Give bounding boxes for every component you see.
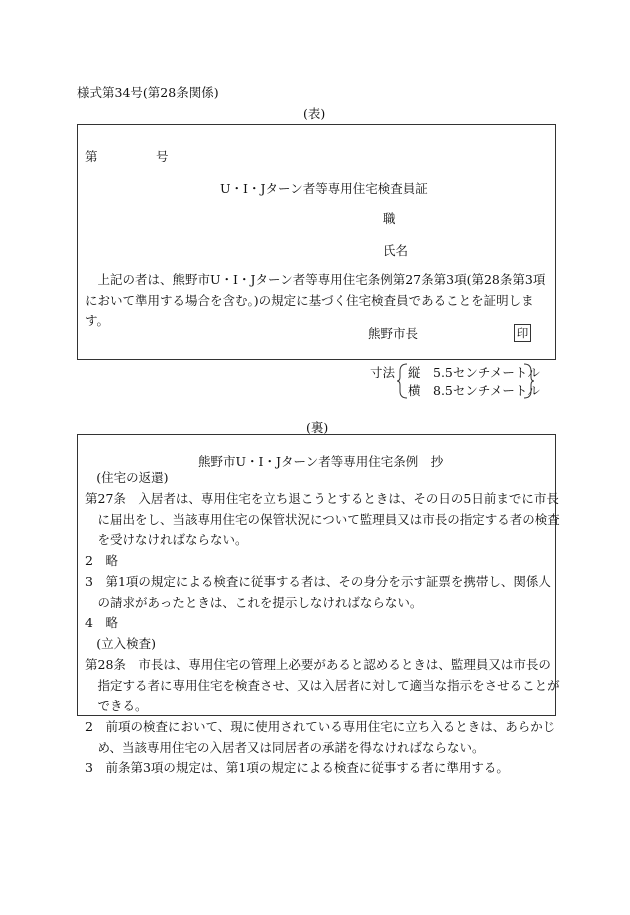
card-title: U・I・Jターン者等専用住宅検査員証 bbox=[220, 181, 428, 196]
article-28-item-3: 3 前条第3項の規定は、第1項の規定による検査に従事する者に準用する。 bbox=[85, 760, 509, 775]
seal-mark: 印 bbox=[514, 324, 531, 342]
certification-statement: 上記の者は、熊野市U・I・Jターン者等専用住宅条例第27条第3項(第28条第3項において準用する場合を含む。)の規定に基づく住宅検査員であることを証明します。 bbox=[85, 272, 546, 328]
article-28-item-2: 2 前項の検査において、現に使用されている専用住宅に立ち入るときは、あらかじめ、当該専用住宅の入居者又は同居者の承諾を得なければならない。 bbox=[85, 719, 556, 755]
ordinance-title: 熊野市U・I・Jターン者等専用住宅条例 抄 bbox=[198, 454, 444, 469]
article-27-paragraph: 第27条 入居者は、専用住宅を立ち退こうとするときは、その日の5日前までに市長に届出をし、当該専用住宅の保管状況について監理員又は市長の指定する者の検査を受けなければならない。 bbox=[85, 491, 560, 547]
position-label: 職 bbox=[383, 211, 396, 226]
article-27-item-3: 3 第1項の規定による検査に従事する者は、その身分を示す証票を携帯し、関係人の請求があったときは、これを提示しなければならない。 bbox=[85, 574, 551, 610]
section-caption: (住宅の返還) bbox=[96, 470, 169, 485]
number-prefix: 第 bbox=[85, 149, 98, 164]
right-brace-icon bbox=[522, 363, 534, 399]
issuer-label: 熊野市長 bbox=[368, 326, 419, 341]
dimensions-label: 寸法 bbox=[370, 365, 396, 380]
number-suffix: 号 bbox=[156, 149, 169, 164]
article-27-item-2: 2 略 bbox=[85, 553, 118, 568]
front-heading: (表) bbox=[303, 106, 326, 121]
dimension-width: 横 8.5センチメートル bbox=[408, 383, 540, 398]
back-card bbox=[77, 434, 560, 775]
name-label: 氏名 bbox=[383, 243, 409, 258]
section-caption: (立入検査) bbox=[96, 636, 157, 651]
article-27-item-4: 4 略 bbox=[85, 615, 118, 630]
back-heading: (裏) bbox=[306, 420, 329, 435]
front-card bbox=[77, 124, 556, 360]
dimension-height: 縦 5.5センチメートル bbox=[408, 365, 540, 380]
form-label: 様式第34号(第28条関係) bbox=[77, 85, 219, 100]
article-28-paragraph: 第28条 市長は、専用住宅の管理上必要があると認めるときは、監理員又は市長の指定する者に専用住宅を検査させ、又は入居者に対して適当な指示をさせることができる。 bbox=[85, 657, 560, 713]
